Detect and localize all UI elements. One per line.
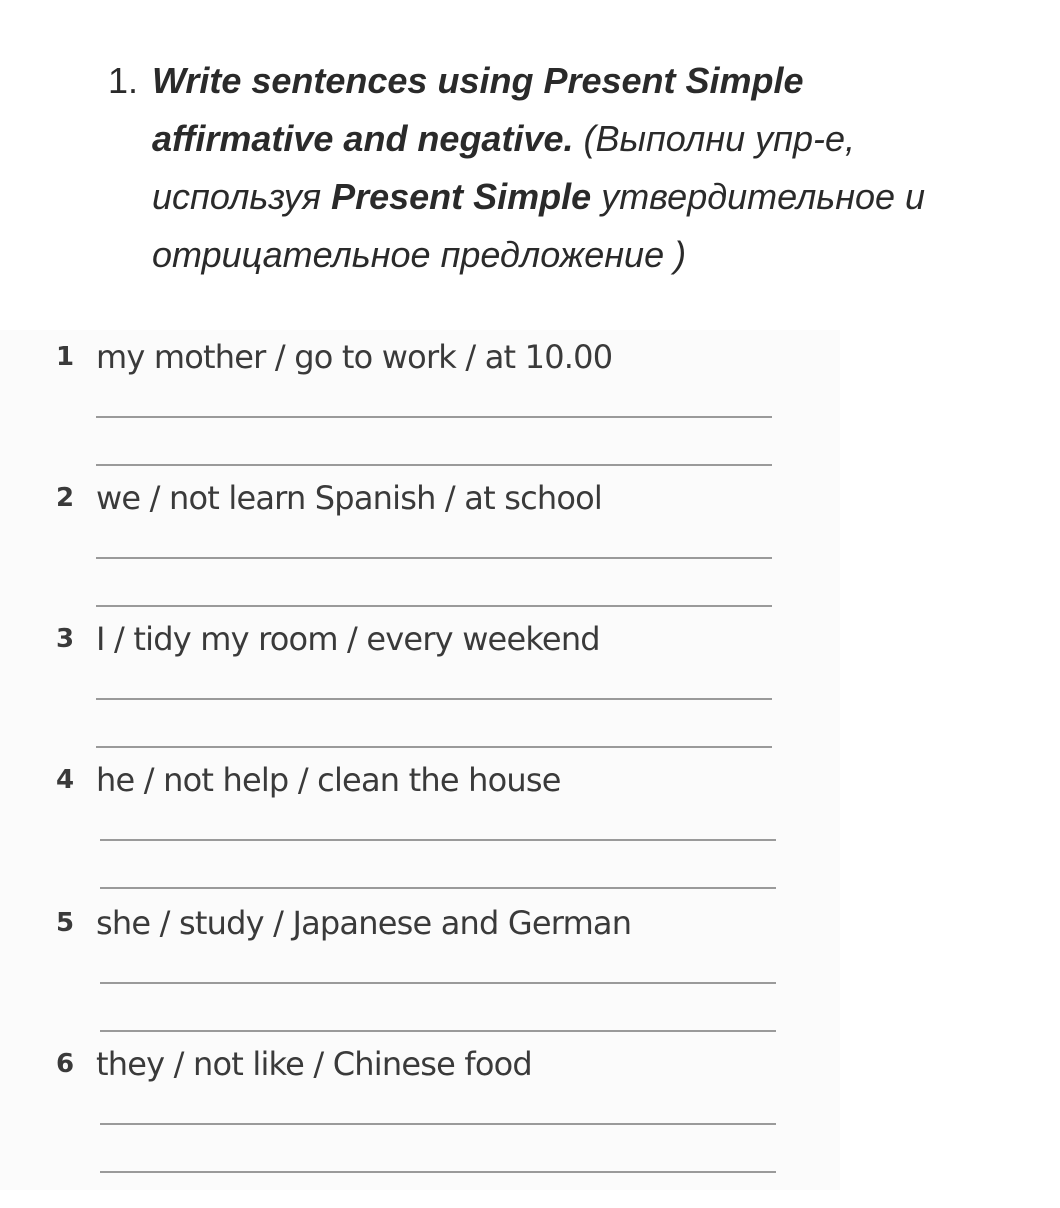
- exercise-item-prompt: we / not learn Spanish / at school: [96, 479, 603, 517]
- exercise-item-prompt: they / not like / Chinese food: [96, 1045, 532, 1083]
- instruction-title-line-1: Write sentences using Present Simple: [152, 60, 804, 101]
- exercise-item-prompt: she / study / Japanese and German: [96, 904, 632, 942]
- answer-line[interactable]: [100, 839, 776, 841]
- answer-line[interactable]: [96, 557, 772, 559]
- exercise-item-number: 6: [56, 1049, 75, 1079]
- exercise-item-prompt: he / not help / clean the house: [96, 761, 561, 799]
- answer-line[interactable]: [100, 1171, 776, 1173]
- exercise-number: 1.: [108, 60, 139, 101]
- translation-bold: Present Simple: [331, 176, 592, 217]
- answer-line[interactable]: [100, 887, 776, 889]
- exercise-list: [0, 330, 840, 1190]
- answer-line[interactable]: [96, 416, 772, 418]
- exercise-item-number: 1: [56, 342, 75, 372]
- answer-line[interactable]: [100, 1123, 776, 1125]
- instruction-title-line-2: affirmative and negative.: [152, 118, 574, 159]
- exercise-item-number: 2: [56, 483, 75, 513]
- exercise-item-4: [0, 753, 840, 894]
- exercise-item-2: [0, 471, 840, 612]
- exercise-item-number: 3: [56, 624, 75, 654]
- answer-line[interactable]: [96, 605, 772, 607]
- answer-line[interactable]: [96, 746, 772, 748]
- translation-part-2: используя: [152, 176, 332, 217]
- translation-part-4: отрицательное предложение ): [152, 234, 687, 275]
- exercise-item-5: [0, 896, 840, 1037]
- exercise-item-6: [0, 1037, 840, 1178]
- answer-line[interactable]: [96, 464, 772, 466]
- exercise-item-number: 4: [56, 765, 75, 795]
- exercise-item-prompt: I / tidy my room / every weekend: [96, 620, 600, 658]
- answer-line[interactable]: [96, 698, 772, 700]
- answer-line[interactable]: [100, 982, 776, 984]
- exercise-instruction: [108, 52, 1008, 284]
- exercise-item-1: [0, 330, 840, 471]
- instruction-line-3: [108, 168, 1008, 226]
- answer-line[interactable]: [100, 1030, 776, 1032]
- translation-part-3: утвердительное и: [591, 176, 926, 217]
- translation-part-1: (Выполни упр-е,: [573, 118, 856, 159]
- instruction-line-2: [108, 110, 1008, 168]
- exercise-item-number: 5: [56, 908, 75, 938]
- exercise-item-prompt: my mother / go to work / at 10.00: [96, 338, 613, 376]
- exercise-item-3: [0, 612, 840, 753]
- instruction-line-4: [108, 226, 1008, 284]
- instruction-line-1: [108, 52, 1008, 110]
